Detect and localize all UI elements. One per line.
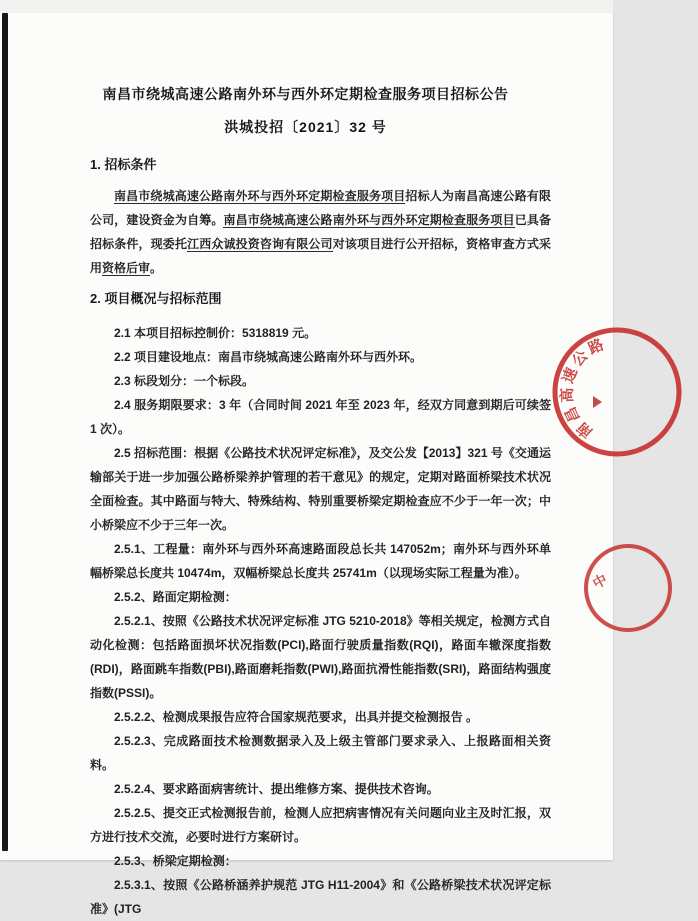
item-2-3: 2.3 标段划分：一个标段。 bbox=[114, 374, 255, 388]
item-2-5-2-1: 2.5.2.1、按照《公路技术状况评定标准 JTG 5210-2018》等相关规定，检测方式自动化检测：包括路面损坏状况指数(PCI),路面行驶质量指数(RQI)，路面车辙深度指数(RDI)，路面跳车指数(PBI),路面磨耗指数(PWI),路面抗滑性能指数(SRI)，路面结构强度指数(PSSI)。 bbox=[90, 614, 551, 700]
item-2-5-2-5: 2.5.2.5、提交正式检测报告前，检测人应把病害情况有关问题向业主及时汇报，双方进行技术交流，必要时进行方案研讨。 bbox=[90, 806, 551, 844]
item-2-5-2-3: 2.5.2.3、完成路面技术检测数据录入及上级主管部门要求录入、上报路面相关资料。 bbox=[90, 734, 551, 772]
seal-text: 南昌高速公路 bbox=[558, 335, 610, 442]
intro-paragraph bbox=[90, 184, 551, 280]
doc-number: 洪城投招〔2021〕32 号 bbox=[224, 119, 387, 135]
section-2-heading: 2. 项目概况与招标范围 bbox=[90, 291, 222, 306]
item-2-5: 2.5 招标范围：根据《公路技术状况评定标准》，及交公发【2013】321 号《交通运输部关于进一步加强公路桥梁养护管理的若干意见》的规定，定期对路面桥梁技术状况全面检查。其中路面与特大、特殊结构、特别重要桥梁定期检查应不少于一年一次；中小桥梁应不少于三年一次。 bbox=[90, 446, 551, 532]
page-title: 南昌市绕城高速公路南外环与西外环定期检查服务项目招标公告 bbox=[102, 86, 509, 102]
section-2-items bbox=[90, 321, 551, 921]
item-2-5-3-1: 2.5.3.1、按照《公路桥涵养护规范 JTG H11-2004》和《公路桥梁技术状况评定标准》(JTG bbox=[90, 878, 551, 916]
project-name-underlined: 南昌市绕城高速公路南外环与西外环定期检查服务项目 bbox=[114, 189, 406, 203]
intro-text-4: 已具备招标条件，现委托 bbox=[90, 213, 551, 251]
qualification-method-underlined: 资格后审 bbox=[102, 261, 151, 275]
item-2-5-2-2: 2.5.2.2、检测成果报告应符合国家规范要求，出具并提交检测报告 。 bbox=[114, 710, 479, 724]
section-1-heading: 1. 招标条件 bbox=[90, 157, 157, 172]
intro-text-2: 招标人为南昌高速公路有限公司，建设资金为自筹。 bbox=[90, 189, 551, 227]
intro-text-6: 对该项目进行公开招标，资格审查方式采用 bbox=[90, 237, 551, 275]
agency-name-underlined: 江西众诚投资咨询有限公司 bbox=[187, 237, 333, 251]
scanner-background-top bbox=[0, 0, 613, 13]
item-2-5-1: 2.5.1、工程量：南外环与西外环高速路面段总长共 147052m；南外环与西外环单幅桥梁总长度共 10474m，双幅桥梁总长度共 25741m（以现场实际工程量为准）。 bbox=[90, 542, 551, 580]
item-2-1: 2.1 本项目招标控制价：5318819 元。 bbox=[114, 326, 317, 340]
document-page bbox=[0, 13, 613, 916]
item-2-5-3: 2.5.3、桥梁定期检测： bbox=[114, 854, 237, 868]
intro-text-8: 。 bbox=[150, 261, 163, 275]
seal2-char: 中 bbox=[589, 570, 610, 592]
item-2-5-2: 2.5.2、路面定期检测： bbox=[114, 590, 237, 604]
item-2-4: 2.4 服务期限要求：3 年（合同时间 2021 年至 2023 年，经双方同意到期后可续签 1 次）。 bbox=[90, 398, 551, 436]
title-block bbox=[75, 84, 536, 138]
item-2-5-2-4: 2.5.2.4、要求路面病害统计、提出维修方案、提供技术咨询。 bbox=[114, 782, 439, 796]
project-name-underlined-2: 南昌市绕城高速公路南外环与西外环定期检查服务项目 bbox=[223, 213, 515, 227]
document-content bbox=[0, 13, 613, 921]
item-2-2: 2.2 项目建设地点：南昌市绕城高速公路南外环与西外环。 bbox=[114, 350, 423, 364]
